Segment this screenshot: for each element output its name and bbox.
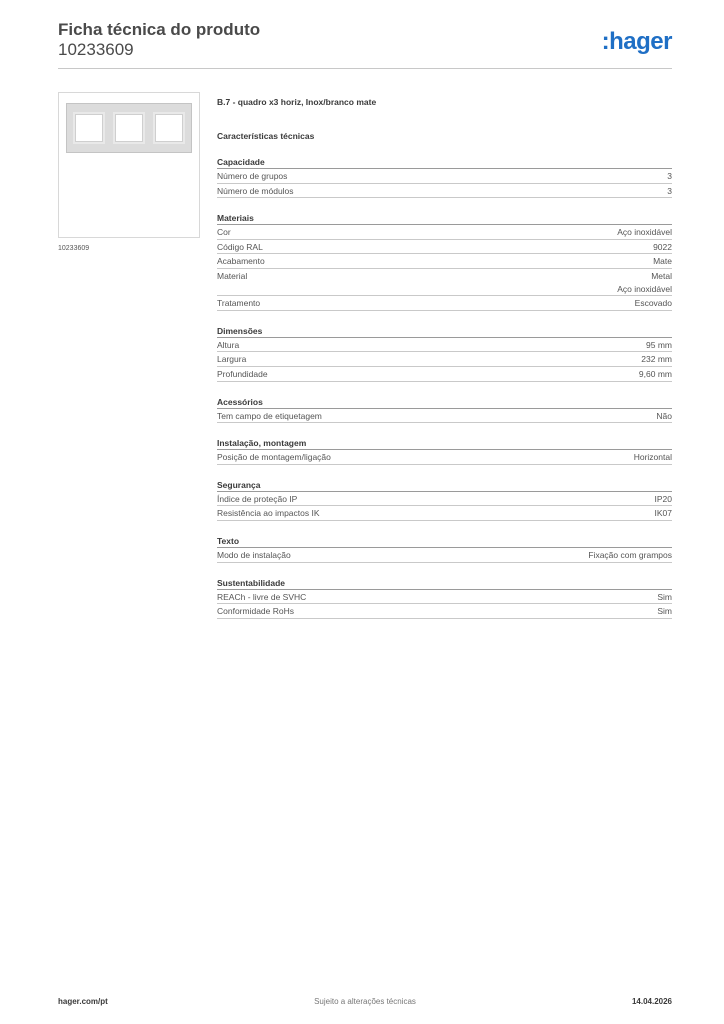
spec-row [217, 506, 672, 521]
spec-value-line: 3 [667, 185, 672, 196]
spec-group [217, 577, 672, 619]
page-header [58, 20, 672, 69]
product-image [58, 92, 200, 238]
spec-group [217, 479, 672, 521]
spec-group [217, 156, 672, 198]
spec-group [217, 396, 672, 424]
spec-label: Material [217, 270, 248, 281]
spec-group [217, 437, 672, 465]
spec-row [217, 409, 672, 424]
spec-value [657, 605, 672, 618]
spec-value [639, 368, 672, 381]
spec-value-line: IP20 [654, 493, 672, 504]
spec-value [635, 297, 672, 310]
spec-row [217, 240, 672, 255]
hager-logo: :hager [601, 28, 672, 55]
spec-row [217, 367, 672, 382]
frame-window [73, 112, 105, 144]
spec-groups [217, 156, 672, 619]
spec-value-line: Mate [653, 256, 672, 267]
spec-label: Largura [217, 354, 247, 365]
frame-window [113, 112, 145, 144]
spec-value-line: Não [656, 410, 672, 421]
spec-label: Conformidade RoHs [217, 606, 295, 617]
spec-label: Número de grupos [217, 171, 288, 181]
spec-label: Altura [217, 339, 240, 350]
spec-label: Acabamento [217, 256, 265, 267]
spec-row [217, 450, 672, 465]
spec-value [667, 170, 672, 183]
spec-value-line: Fixação com grampos [588, 549, 672, 560]
spec-group-title: Texto [217, 535, 672, 548]
spec-value-line: 9022 [653, 241, 672, 252]
spec-group-title: Segurança [217, 479, 672, 492]
spec-value-line: Horizontal [633, 452, 672, 463]
spec-value-line: Sim [657, 606, 672, 617]
spec-value [657, 591, 672, 604]
spec-value [641, 353, 672, 366]
spec-row [217, 604, 672, 619]
spec-label: Número de módulos [217, 185, 294, 196]
spec-label: Código RAL [217, 241, 263, 252]
spec-group [217, 212, 672, 311]
spec-row [217, 254, 672, 269]
spec-value-line: 95 mm [646, 339, 672, 350]
spec-value-line: 3 [667, 171, 672, 181]
spec-row [217, 352, 672, 367]
product-name: B.7 - quadro x3 horiz, Inox/branco mate [217, 97, 377, 107]
spec-value [667, 185, 672, 198]
spec-group [217, 535, 672, 563]
spec-value [634, 451, 672, 464]
spec-value [646, 339, 672, 352]
spec-label: Tratamento [217, 298, 261, 309]
spec-row [217, 492, 672, 507]
spec-value [655, 493, 673, 506]
spec-value [617, 270, 672, 295]
spec-group-title: Materiais [217, 212, 672, 225]
spec-label: Posição de montagem/ligação [217, 452, 331, 463]
spec-group-title: Acessórios [217, 396, 672, 409]
spec-value-line: 9,60 mm [638, 368, 672, 379]
spec-row [217, 184, 672, 199]
spec-value-line: Aço inoxidável [617, 227, 672, 238]
spec-value [655, 507, 673, 520]
triple-frame-drawing [66, 103, 192, 153]
frame-window [153, 112, 185, 144]
footer-website: hager.com/pt [58, 997, 108, 1006]
spec-content [217, 96, 672, 619]
spec-label: Índice de proteção IP [217, 493, 298, 504]
spec-group-title: Instalação, montagem [217, 437, 672, 450]
spec-value-line: Escovado [634, 298, 672, 309]
spec-label: Tem campo de etiquetagem [217, 410, 322, 421]
spec-row [217, 338, 672, 353]
footer-date: 14.04.2026 [631, 997, 672, 1006]
spec-value-line: IK07 [654, 508, 672, 519]
spec-row [217, 296, 672, 311]
spec-value-line: Aço inoxidável [617, 283, 672, 294]
spec-value [588, 549, 672, 562]
spec-value [653, 241, 672, 254]
specs-heading: Características técnicas [217, 131, 315, 141]
spec-value [653, 255, 672, 268]
spec-value [617, 226, 672, 239]
footer-notice: Sujeito a alterações técnicas [314, 997, 416, 1006]
spec-value-line: Metal [651, 270, 672, 281]
spec-label: Cor [217, 227, 231, 238]
spec-group [217, 325, 672, 382]
document-title: Ficha técnica do produto [58, 20, 261, 39]
spec-label: REACh - livre de SVHC [217, 591, 307, 602]
product-number: 10233609 [58, 40, 134, 59]
page-footer [58, 997, 672, 1011]
spec-label: Profundidade [217, 368, 268, 379]
spec-label: Resistência ao impactos IK [217, 508, 320, 519]
spec-label: Modo de instalação [217, 549, 291, 560]
spec-group-title: Dimensões [217, 325, 672, 338]
spec-row [217, 548, 672, 563]
spec-value-line: 232 mm [641, 354, 672, 365]
spec-value [656, 410, 672, 423]
spec-row [217, 169, 672, 184]
spec-row [217, 590, 672, 605]
spec-group-title: Sustentabilidade [217, 577, 672, 590]
image-caption: 10233609 [58, 245, 90, 252]
spec-value-line: Sim [657, 591, 672, 602]
spec-row [217, 225, 672, 240]
spec-group-title: Capacidade [217, 156, 672, 169]
spec-row [217, 269, 672, 296]
